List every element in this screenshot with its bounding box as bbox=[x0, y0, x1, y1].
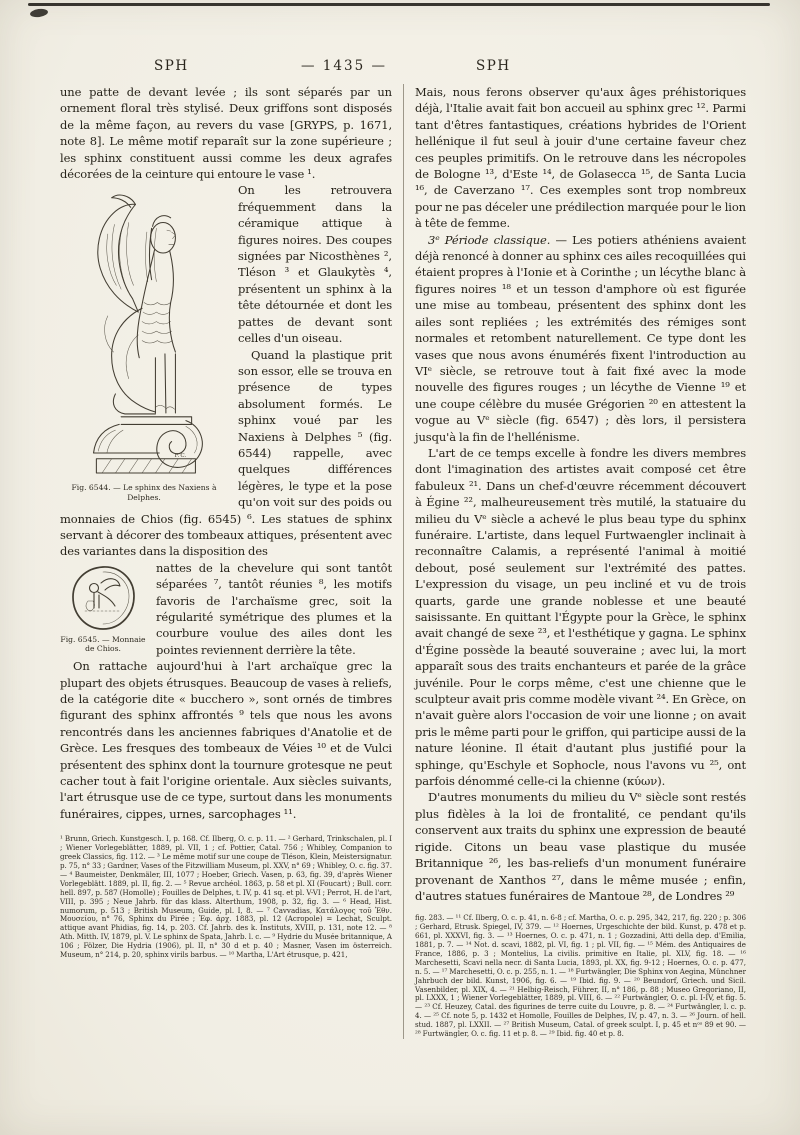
coin-illustration bbox=[68, 563, 138, 633]
figure-caption-6545: Fig. 6545. — Monnaie de Chios. bbox=[60, 634, 146, 654]
engraver-signature: F. C. bbox=[174, 453, 187, 460]
figure-sphinx-naxians bbox=[60, 185, 228, 502]
scan-artifact-corner-smudge bbox=[30, 8, 49, 18]
paragraph-mais: Mais, nous ferons observer qu'aux âges préhistoriques déjà, l'Italie avait fait bon accueil au sphinx grec ¹². Parmi tant d'êtres fantastiques, créations hybrides de l'Orient hellénique il fut seul à jouir d'une certaine faveur chez ces peuples primitifs. On le retrouve dans les nécropoles de Bologne ¹³, d'Este ¹⁴, de Golasecca ¹⁵, de Santa Lucia ¹⁶, de Caverzano ¹⁷. Ces exemples sont trop nombreux pour ne pas déceler une prédilection marquée pour le lion à tête de femme. bbox=[415, 85, 746, 231]
paragraph-nattes: nattes de la chevelure qui sont tantôt séparées ⁷, tantôt réunies ⁸, les motifs favoris de l'archaïsme grec, soit la régularité symétrique des plumes et la courbure voulue des ailes dont les pointes reviennent derrière la tête. bbox=[156, 560, 392, 657]
section-lead-text: — Les potiers athéniens avaient déjà renoncé à donner au sphinx ces ailes recoquillées qui étaient propres à l'Ionie et à Corinthe ; un lécythe blanc à figures noires ¹⁸ et un tesson d'amphore où est figurée une mise au tombeau, présentent des sphinx dont les ailes sont repliées ; les extrémités des rémiges sont normales et retombent naturellement. Ce type dont les vases que nous avons énumérés fixent l'introduction au VIᵉ siècle, se retrouve tout à fait fixé avec la mode nouvelle des figures rouges ; un lécythe de Vienne ¹⁹ et une coupe célèbre du musée Grégorien ²⁰ en attestent la vogue au Vᵉ siècle (fig. 6547) ; dès lors, il persistera jusqu'à la fin de l'hellénisme. bbox=[415, 232, 746, 444]
header-keyword-right: SPH bbox=[476, 58, 511, 74]
footnotes-right: fig. 283. — ¹¹ Cf. Ilberg, O. c. p. 41, n. 6-8 ; cf. Martha, O. c. p. 295, 342, 217, fig. 220 ; p. 306 ; Gerhard, Etrusk. Spiegel, IV, 379. — ¹² Hoernes, Urgeschichte der bild. Kunst, p. 478 et p. 661, pl. XXXVI, fig. 3. — ¹³ Hoernes, O. c. p. 471, n. 1 ; Gozzadini, Atti della dep. d'Emilia, 1881, p. 7. — ¹⁴ Not. d. scavi, 1882, pl. VI, fig. 1 ; pl. VII, fig. — ¹⁵ Mém. des Antiquaires de France, 1886, p. 3 ; Montelius, La civilis. primitive en Italie, pl. XLV, fig. 18. — ¹⁶ Marchesetti, Scavi nella necr. di Santa Lucia, 1893, pl. XX, fig. 9-12 ; Hoernes, O. c. p. 477, n. 5. — ¹⁷ Marchesetti, O. c. p. 255, n. 1. — ¹⁸ Furtwängler, Die Sphinx von Aegina, Münchner Jahrbuch der bild. Kunst, 1906, fig. 6. — ¹⁹ Ibid. fig. 9. — ²⁰ Beundorf, Griech. und Sicil. Vasenbilder, pl. XIX, 4. — ²¹ Helbig-Reisch, Führer, II, n° 186, p. 88 ; Museo Gregoriano, II, pl. LXXX, 1 ; Wiener Vorlegeblätter, 1889, pl. VIII, 6. — ²² Furtwängler, O. c. pl. I-IV, et fig. 5. — ²³ Cf. Heuzey, Catal. des figurines de terre cuite du Louvre, p. 8. — ²⁴ Furtwängler, l. c. p. 4. — ²⁵ Cf. note 5, p. 1432 et Homolle, Fouilles de Delphes, IV, p. 47, n. 3. — ²⁶ Journ. of hell. stud. 1887, pl. LXXII. — ²⁷ British Museum, Catal. of greek sculpt. I, p. 45 et nᵒˢ 89 et 90. — ²⁸ Furtwängler, O. c. fig. 11 et p. 8. — ²⁹ Ibid. fig. 40 et p. 8. bbox=[415, 913, 746, 1039]
sphinx-illustration bbox=[64, 185, 224, 481]
two-column-body bbox=[60, 84, 746, 1039]
scan-artifact-top-line bbox=[28, 3, 770, 6]
paragraph-ceramique: On les retrouvera fréquemment dans la céramique attique à figures noires. Des coupes signées par Nicosthènes ², Tléson ³ et Glaukytès ⁴, présentent un sphinx à la tête détournée et dont les pattes de devant sont celles d'un oiseau. bbox=[238, 183, 392, 346]
column-left bbox=[60, 84, 403, 960]
paragraph-art-du-temps: L'art de ce temps excelle à fondre les divers membres dont l'imagination des artistes avait composé cet être fabuleux ²¹. Dans un chef-d'œuvre récemment découvert à Égine ²², malheureusement très mutilé, la statuaire du milieu du Vᵉ siècle a achevé le plus beau type du sphinx funéraire. L'artiste, dans lequel Furtwaengler inclinait à reconnaître Calamis, a représenté l'animal à moitié debout, posé seulement sur l'extrémité des pattes. L'expression du visage, un peu incliné et vu de trois quarts, garde une grande noblesse et une beauté saisissante. En quittant l'Égypte pour la Grèce, le sphinx avait changé de sexe ²³, et l'esthétique y gagna. Le sphinx d'Égine possède la beauté souveraine ; avec lui, la mort apparaît sous des traits enchanteurs et parée de la grâce juvénile. Pour le corps même, c'est une chienne que le sculpteur avait pris comme modèle vivant ²⁴. En Grèce, on n'avait guère alors l'occasion de voir une lionne ; on avait pris le même parti pour le griffon, qui participe aussi de la nature léonine. Il était d'autant plus justifié pour la sphinge, qu'Eschyle et Sophocle, nous l'avons vu ²⁵, ont parfois dénommé celle-ci la chienne (κύων). bbox=[415, 445, 746, 789]
paragraph-intro: une patte de devant levée ; ils sont séparés par un ornement floral très stylisé. Deux griffons sont disposés de la même façon, au revers du vase [GRYPS, p. 1671, note 8]. Le même motif reparaît sur la zone supérieure ; les sphinx constituent aussi comme les deux agrafes décorées de la ceinture qui entoure le vase ¹. bbox=[60, 85, 392, 182]
header-keyword-left: SPH bbox=[154, 58, 189, 74]
running-header bbox=[60, 52, 746, 84]
figure-coin-chios bbox=[60, 563, 146, 654]
column-right bbox=[403, 84, 746, 1039]
page-number: — 1435 — bbox=[301, 58, 387, 74]
paragraph-rattache: On rattache aujourd'hui à l'art archaïque grec la plupart des objets étrusques. Beaucoup de vases à reliefs, de la catégorie dite « bucchero », sont ornés de timbres figurant des sphinx affrontés ⁹ tels que nous les avons rencontrés dans les anciennes fabriques d'Anatolie et de Grèce. Les fresques des tombeaux de Véies ¹⁰ et de Vulci présentent des sphinx dont la tournure grotesque ne peut cacher tout à fait l'origine orientale. Aux siècles suivants, l'art étrusque use de ce type, surtout dans les monuments funéraires, cippes, urnes, sarcophages ¹¹. bbox=[60, 659, 392, 821]
paragraph-autres-monuments: D'autres monuments du milieu du Vᵉ siècle sont restés plus fidèles à la loi de frontalité, ce pendant qu'ils conservent aux traits du sphinx une expression de beauté rigide. Citons un beau vase plastique du musée Britannique ²⁶, les bas-reliefs d'un monument funéraire provenant de Xanthos ²⁷, dans le même musée ; enfin, d'autres statues funéraires de Mantoue ²⁸, de Londres ²⁹ bbox=[415, 790, 746, 903]
page-content bbox=[60, 52, 746, 1039]
section-lead-italic: 3ᵉ Période classique. bbox=[428, 232, 551, 247]
paragraph-periode-classique bbox=[415, 232, 746, 445]
figure-caption-6544: Fig. 6544. — Le sphinx des Naxiens à Delphes. bbox=[71, 483, 217, 502]
paragraph-plastique: Quand la plastique prit son essor, elle se trouva en présence de types absolument formés. Le sphinx voué par les Naxiens à Delphes ⁵ (fig. 6544) rappelle, avec quelques différences légères, le type et la pose qu'on voit sur des poids ou monnaies de Chios (fig. 6545) ⁶. Les statues de sphinx servant à décorer des tombeaux attiques, présentent avec des variantes dans la disposition des bbox=[60, 347, 392, 559]
footnotes-left: ¹ Brunn, Griech. Kunstgesch. I, p. 168. Cf. Ilberg, O. c. p. 11. — ² Gerhard, Trinkschalen, pl. I ; Wiener Vorlegeblätter, 1889, pl. VII, 1 ; cf. Pottier, Catal. 756 ; Whibley, Companion to greek Classics, fig. 112. — ³ Le même motif sur une coupe de Tléson, Klein, Meistersignatur. p. 75, n° 33 ; Gardner, Vases of the Fitzwilliam Museum, pl. XXV, n° 69 ; Whibley, O. c. fig. 37. — ⁴ Baumeister, Denkmäler, III, 1077 ; Hoeber, Griech. Vasen, p. 63, fig. 39, d'après Wiener Vorlegeblätt. 1889, pl. II, fig. 2. — ⁵ Revue archéol. 1863, p. 58 et pl. XI (Foucart) ; Bull. corr. hell. 897, p. 587 (Homolle) ; Fouilles de Delphes, t. IV, p. 41 sq. et pl. V-VI ; Perrot, H. de l'art, VIII, p. 395 ; Neue Jahrb. für das klass. Alterthum, 1908, p. 32, fig. 3. — ⁶ Head, Hist. numorum, p. 513 ; British Museum, Guide, pl. I, 8. — ⁷ Cavvadias, Κατάλογος τοῦ Ἐθν. Μουσείου, n° 76, Sphinx du Pirée ; Ἐφ. ἀρχ. 1883, pl. 12 (Acropole) = Lechat, Sculpt. attique avant Phidias, fig. 14, p. 203. Cf. Jahrb. des k. Instituts, XVIII, p. 131, note 12. — ⁸ Ath. Mitth. IV, 1879, pl. V. Le sphinx de Spata, Jahrb. l. c. — ⁹ Hydrie du Musée britannique, A 106 ; Fölzer, Die Hydria (1906), pl. II, n° 30 d et p. 40 ; Masner, Vasen im österreich. Museum, n° 214, p. 20, sphinx virils barbus. — ¹⁰ Martha, L'Art étrusque, p. 421, bbox=[60, 834, 392, 960]
